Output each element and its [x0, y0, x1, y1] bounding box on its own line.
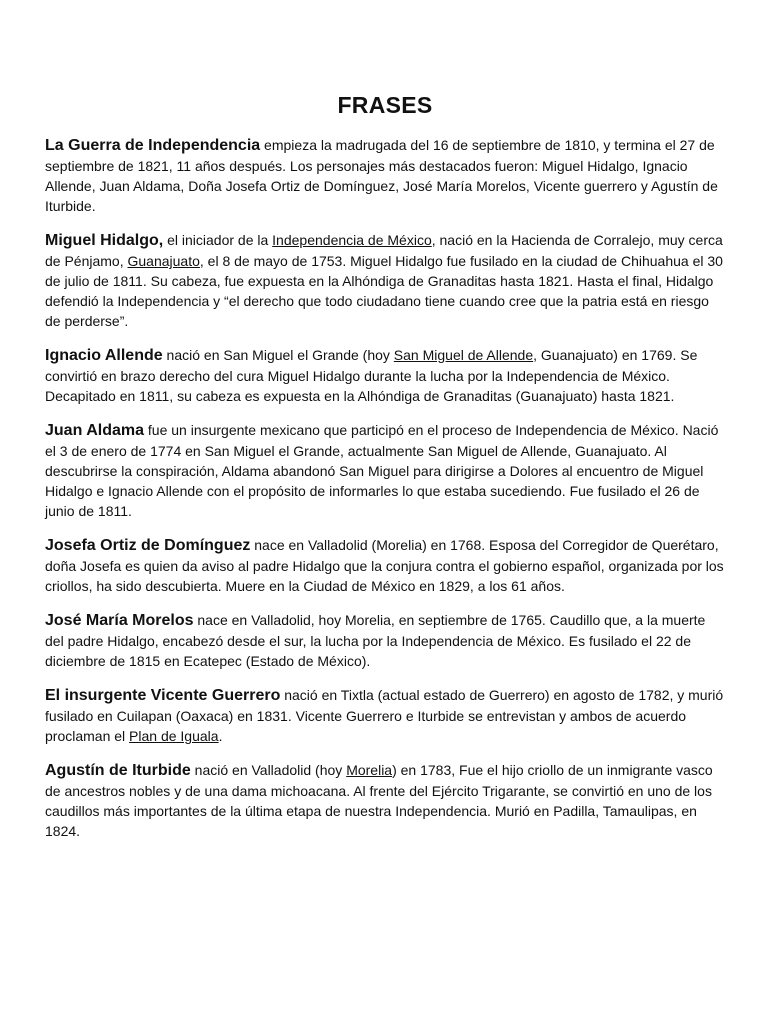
hyperlink[interactable]: Guanajuato [127, 253, 200, 269]
paragraph [45, 420, 725, 521]
paragraph-heading: El insurgente Vicente Guerrero [45, 687, 281, 704]
document-page [45, 92, 725, 855]
paragraph-text: el iniciador de la [163, 232, 273, 248]
paragraph-text: nació en San Miguel el Grande (hoy [162, 347, 394, 363]
paragraph [45, 135, 725, 216]
paragraph-text: nace en Valladolid, hoy Morelia, en septiembre de 1765. Caudillo que, a la muerte del padre Hidalgo, encabezó desde el sur, la lucha por la Independencia de México. Es fusilado el 22 de diciembre de 1815 en Ecatepec (Estado de México). [45, 612, 706, 669]
paragraph-heading: Josefa Ortiz de Domínguez [45, 537, 251, 554]
paragraph-heading: Ignacio Allende [45, 347, 163, 364]
paragraph-text: , el 8 de mayo de 1753. Miguel Hidalgo fue fusilado en la ciudad de Chihuahua el 30 de julio de 1811. Su cabeza, fue expuesta en la Alhóndiga de Granaditas hasta 1821. Hasta el final, Hidalgo defendió la Independencia y “el derecho que todo ciudadano tiene cuando cree que la patria está en riesgo de perderse”. [45, 253, 723, 329]
hyperlink[interactable]: Morelia [346, 762, 393, 778]
paragraph-heading: José María Morelos [45, 612, 194, 629]
paragraph-heading: Miguel Hidalgo, [45, 232, 164, 249]
page-title: FRASES [337, 92, 433, 118]
paragraph-text: , nació en la Hacienda de Corralejo, muy cerca de Pénjamo, [45, 232, 723, 269]
paragraph [45, 230, 725, 331]
paragraph [45, 535, 725, 596]
paragraph-text: nació en Valladolid (hoy [190, 762, 347, 778]
paragraph [45, 760, 725, 841]
paragraph-text: nació en Tixtla (actual estado de Guerrero) en agosto de 1782, y murió fusilado en Cuilapan (Oaxaca) en 1831. Vicente Guerrero e Iturbide se entrevistan y ambos de acuerdo proclaman el [45, 687, 724, 744]
hyperlink[interactable]: Plan de Iguala [129, 728, 219, 744]
paragraph-text: fue un insurgente mexicano que participó en el proceso de Independencia de México. Nació el 3 de enero de 1774 en San Miguel el Grande, actualmente San Miguel de Allende, Guanajuato. Al descubrirse la conspiración, Aldama abandonó San Miguel para dirigirse a Dolores al encuentro de Miguel Hidalgo e Ignacio Allende con el propósito de informarles lo que estaba sucediendo. Fue fusilado el 26 de junio de 1811. [45, 422, 719, 519]
paragraph-heading: Juan Aldama [45, 422, 144, 439]
paragraph [45, 345, 725, 406]
paragraph-heading: La Guerra de Independencia [45, 137, 261, 154]
paragraph [45, 685, 725, 746]
paragraph-text: nace en Valladolid (Morelia) en 1768. Esposa del Corregidor de Querétaro, doña Josefa es quien da aviso al padre Hidalgo que la conjura contra el gobierno español, organizada por los criollos, ha sido descubierta. Muere en la Ciudad de México en 1829, a los 61 años. [45, 537, 724, 594]
paragraph-text: , Guanajuato) en 1769. Se convirtió en brazo derecho del cura Miguel Hidalgo durante la lucha por la Independencia de México. Decapitado en 1811, su cabeza es expuesta en la Alhóndiga de Granaditas (Guanajuato) hasta 1821. [45, 347, 698, 404]
hyperlink[interactable]: San Miguel de Allende [393, 347, 534, 363]
paragraph [45, 610, 725, 671]
paragraph-list [45, 135, 725, 841]
paragraph-text: . [218, 728, 223, 744]
paragraph-text: empieza la madrugada del 16 de septiembre de 1810, y termina el 27 de septiembre de 1821, 11 años después. Los personajes más destacados fueron: Miguel Hidalgo, Ignacio Allende, Juan Aldama, Doña Josefa Ortiz de Domínguez, José María Morelos, Vicente guerrero y Agustín de Iturbide. [45, 137, 718, 214]
hyperlink[interactable]: Independencia de México [272, 232, 432, 248]
paragraph-heading: Agustín de Iturbide [45, 762, 191, 779]
paragraph-text: ) en 1783, Fue el hijo criollo de un inmigrante vasco de ancestros nobles y de una dama michoacana. Al frente del Ejército Trigarante, se convirtió en uno de los caudillos más importantes de la última etapa de nuestra Independencia. Murió en Padilla, Tamaulipas, en 1824. [45, 762, 713, 839]
